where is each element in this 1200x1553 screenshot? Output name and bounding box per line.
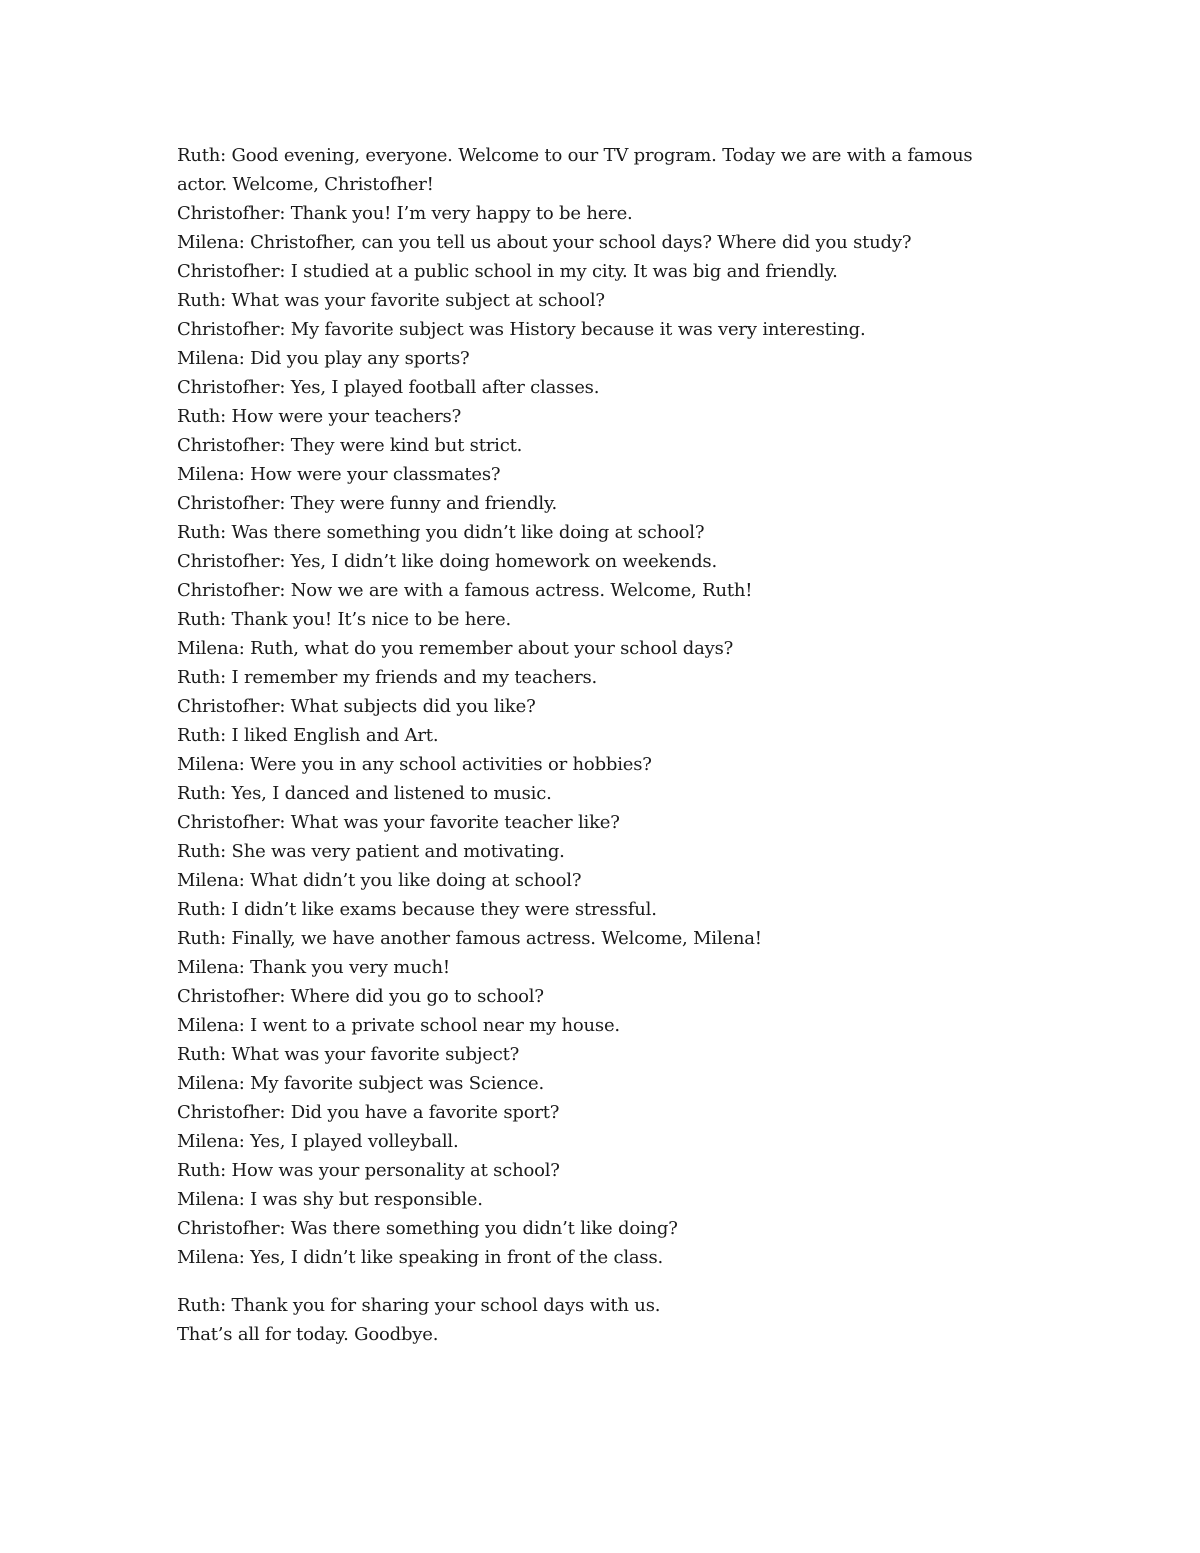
dialogue-line: Milena: Thank you very much!	[177, 957, 450, 978]
dialogue-line: Milena: Yes, I played volleyball.	[177, 1131, 459, 1152]
dialogue-line: Christofher: What was your favorite teacher like?	[177, 812, 620, 833]
closing-line: Ruth: Thank you for sharing your school days with us.	[177, 1295, 661, 1316]
dialogue-line: Ruth: What was your favorite subject?	[177, 1044, 520, 1065]
dialogue-line: actor. Welcome, Christofher!	[177, 174, 434, 195]
dialogue-line: Ruth: Finally, we have another famous actress. Welcome, Milena!	[177, 928, 762, 949]
dialogue-line: Ruth: Yes, I danced and listened to music.	[177, 783, 552, 804]
dialogue-line: Christofher: They were kind but strict.	[177, 435, 523, 456]
dialogue-line: Ruth: Thank you! It’s nice to be here.	[177, 609, 512, 630]
dialogue-line: Ruth: I liked English and Art.	[177, 725, 439, 746]
dialogue-line: Milena: What didn’t you like doing at school?	[177, 870, 582, 891]
dialogue-line: Christofher: Did you have a favorite sport?	[177, 1102, 560, 1123]
dialogue-line: Ruth: What was your favorite subject at school?	[177, 290, 605, 311]
dialogue-line: Ruth: I didn’t like exams because they were stressful.	[177, 899, 657, 920]
dialogue-line: Milena: Christofher, can you tell us about your school days? Where did you study?	[177, 232, 912, 253]
dialogue-line: Christofher: Yes, I didn’t like doing homework on weekends.	[177, 551, 717, 572]
dialogue-line: Milena: Ruth, what do you remember about your school days?	[177, 638, 734, 659]
dialogue-line: Christofher: Yes, I played football after classes.	[177, 377, 600, 398]
dialogue-line: Milena: How were your classmates?	[177, 464, 501, 485]
dialogue-line: Ruth: I remember my friends and my teachers.	[177, 667, 598, 688]
dialogue-line: Christofher: They were funny and friendly.	[177, 493, 558, 514]
dialogue-line: Ruth: Was there something you didn’t like doing at school?	[177, 522, 705, 543]
dialogue-line: Milena: I was shy but responsible.	[177, 1189, 483, 1210]
dialogue-line: Milena: Did you play any sports?	[177, 348, 470, 369]
dialogue-line: Milena: Yes, I didn’t like speaking in front of the class.	[177, 1247, 664, 1268]
dialogue-block	[177, 141, 1037, 1272]
dialogue-line: Ruth: She was very patient and motivating.	[177, 841, 565, 862]
dialogue-line: Ruth: How was your personality at school?	[177, 1160, 560, 1181]
dialogue-line: Christofher: I studied at a public school in my city. It was big and friendly.	[177, 261, 838, 282]
dialogue-line: Milena: My favorite subject was Science.	[177, 1073, 544, 1094]
closing-paragraph	[177, 1291, 1037, 1349]
dialogue-line: Milena: Were you in any school activities or hobbies?	[177, 754, 652, 775]
closing-line: That’s all for today. Goodbye.	[177, 1324, 439, 1345]
dialogue-line: Christofher: Now we are with a famous actress. Welcome, Ruth!	[177, 580, 753, 601]
dialogue-line: Christofher: Where did you go to school?	[177, 986, 544, 1007]
dialogue-line: Ruth: Good evening, everyone. Welcome to our TV program. Today we are with a famous	[177, 145, 973, 166]
dialogue-line: Christofher: My favorite subject was History because it was very interesting.	[177, 319, 866, 340]
dialogue-line: Ruth: How were your teachers?	[177, 406, 462, 427]
dialogue-line: Christofher: Thank you! I’m very happy to be here.	[177, 203, 633, 224]
document-body	[177, 141, 1037, 1349]
dialogue-line: Christofher: What subjects did you like?	[177, 696, 536, 717]
dialogue-line: Milena: I went to a private school near my house.	[177, 1015, 620, 1036]
dialogue-line: Christofher: Was there something you didn’t like doing?	[177, 1218, 678, 1239]
